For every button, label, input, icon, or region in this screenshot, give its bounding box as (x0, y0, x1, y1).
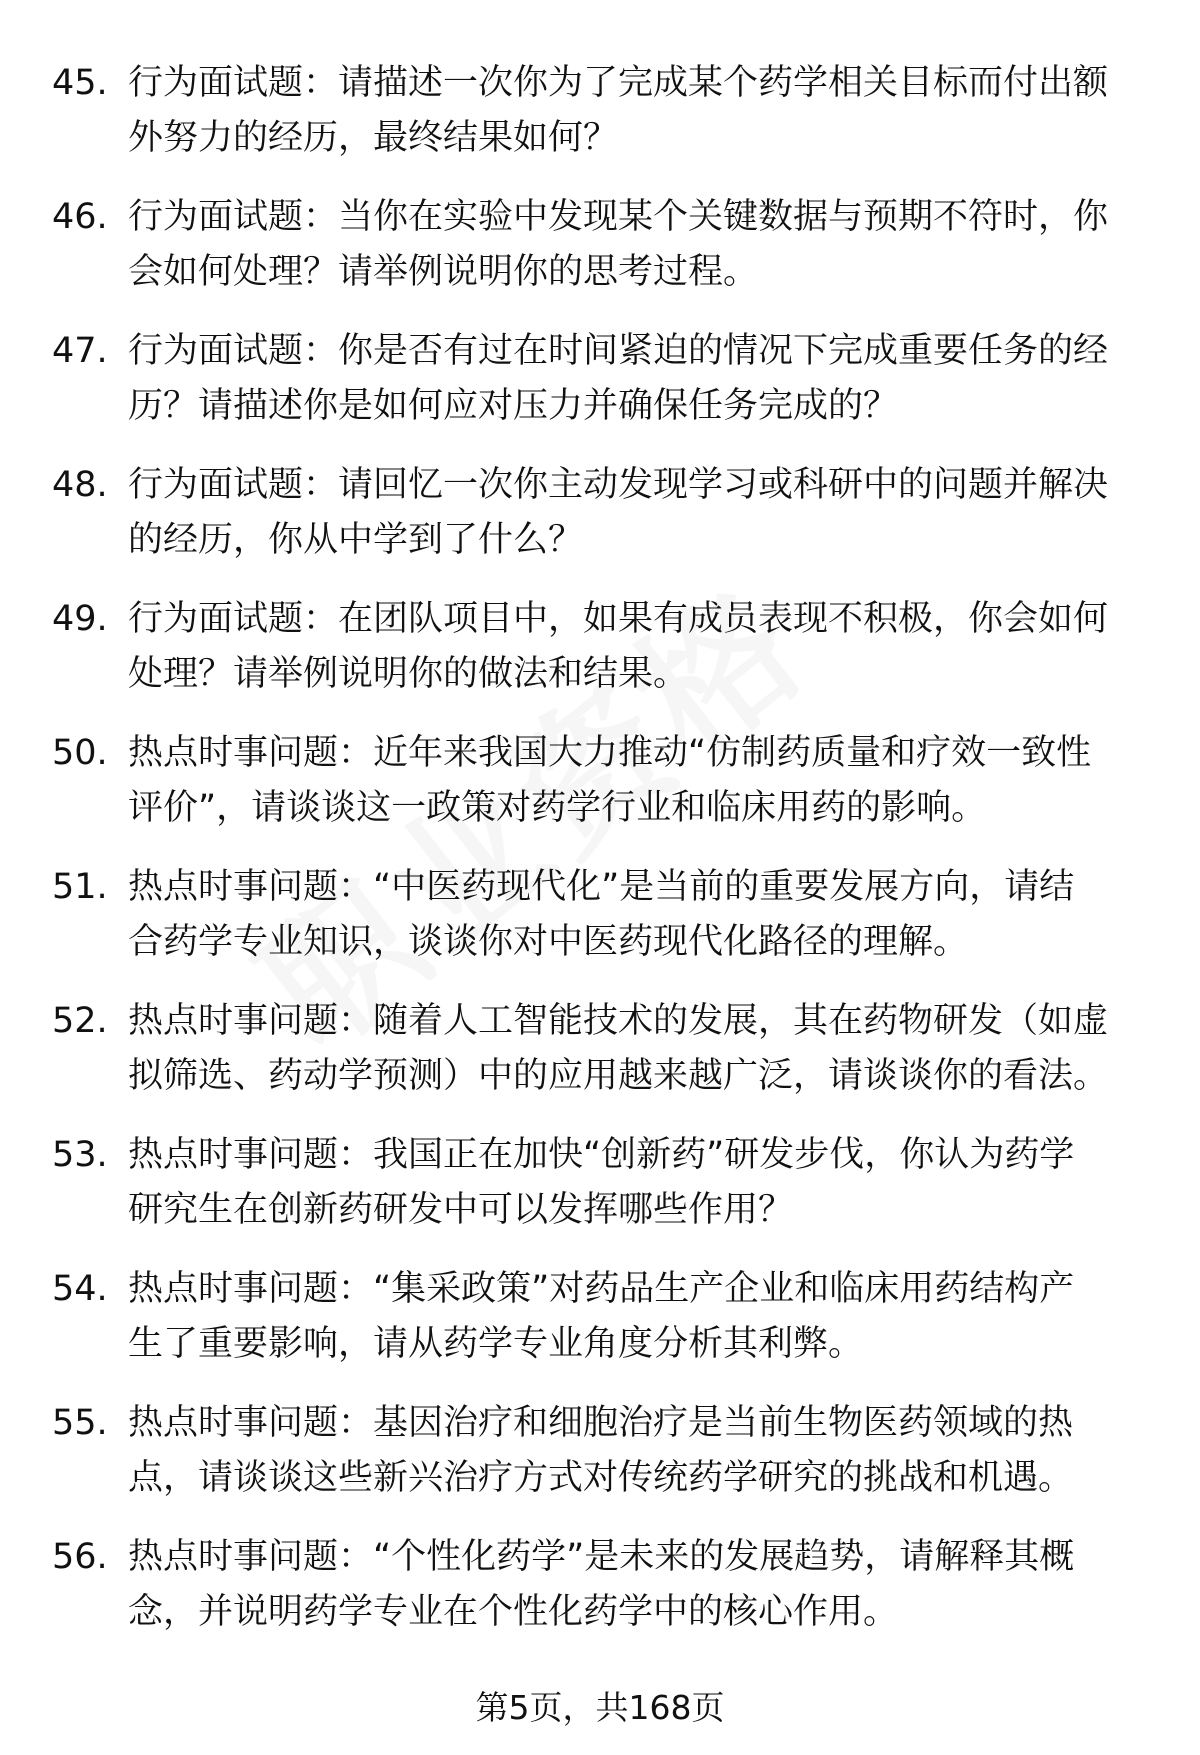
question-line: 热点时事问题：随着人工智能技术的发展，其在药物研发（如虚 (128, 1001, 1109, 1041)
question-item (0, 184, 1200, 318)
question-text (128, 860, 1140, 970)
question-text (128, 324, 1140, 434)
question-item (0, 1122, 1200, 1256)
question-line: 的经历，你从中学到了什么？ (128, 520, 584, 560)
question-line: 行为面试题：当你在实验中发现某个关键数据与预期不符时，你 (128, 197, 1109, 237)
question-text (128, 1396, 1140, 1506)
question-item (0, 988, 1200, 1122)
question-line: 热点时事问题：“集采政策”对药品生产企业和临床用药结构产 (128, 1269, 1075, 1309)
question-text (128, 190, 1140, 300)
question-line: 点，请谈谈这些新兴治疗方式对传统药学研究的挑战和机遇。 (128, 1458, 1074, 1498)
question-number: 49. (52, 599, 108, 639)
question-number: 54. (52, 1269, 108, 1309)
question-line: 研究生在创新药研发中可以发挥哪些作用？ (128, 1190, 794, 1230)
question-line: 行为面试题：你是否有过在时间紧迫的情况下完成重要任务的经 (128, 331, 1109, 371)
question-item (0, 318, 1200, 452)
question-line: 行为面试题：请回忆一次你主动发现学习或科研中的问题并解决 (128, 465, 1109, 505)
question-line: 行为面试题：在团队项目中，如果有成员表现不积极，你会如何 (128, 599, 1109, 639)
question-text (128, 56, 1140, 166)
question-line: 拟筛选、药动学预测）中的应用越来越广泛，请谈谈你的看法。 (128, 1056, 1109, 1096)
question-number: 51. (52, 867, 108, 907)
question-text (128, 1128, 1140, 1238)
question-line: 处理？请举例说明你的做法和结果。 (128, 654, 689, 694)
question-item (0, 720, 1200, 854)
page-footer: 第5页，共168页 (475, 1688, 725, 1727)
question-item (0, 1390, 1200, 1524)
question-item (0, 50, 1200, 184)
question-line: 热点时事问题：“中医药现代化”是当前的重要发展方向，请结 (128, 867, 1075, 907)
question-line: 热点时事问题：“个性化药学”是未来的发展趋势，请解释其概 (128, 1537, 1075, 1577)
question-line: 会如何处理？请举例说明你的思考过程。 (128, 252, 759, 292)
question-line: 热点时事问题：基因治疗和细胞治疗是当前生物医药领域的热 (128, 1403, 1074, 1443)
question-item (0, 452, 1200, 586)
question-text (128, 994, 1140, 1104)
question-text (128, 592, 1140, 702)
question-line: 历？请描述你是如何应对压力并确保任务完成的？ (128, 386, 899, 426)
question-line: 热点时事问题：近年来我国大力推动“仿制药质量和疗效一致性 (128, 733, 1092, 773)
question-text (128, 1530, 1140, 1640)
question-number: 46. (52, 197, 108, 237)
question-line: 评价”，请谈谈这一政策对药学行业和临床用药的影响。 (128, 788, 987, 828)
question-line: 合药学专业知识，谈谈你对中医药现代化路径的理解。 (128, 922, 969, 962)
question-number: 50. (52, 733, 108, 773)
question-line: 行为面试题：请描述一次你为了完成某个药学相关目标而付出额 (128, 63, 1109, 103)
question-text (128, 726, 1140, 836)
question-number: 48. (52, 465, 108, 505)
question-line: 生了重要影响，请从药学专业角度分析其利弊。 (128, 1324, 864, 1364)
question-number: 52. (52, 1001, 108, 1041)
question-list (0, 50, 1200, 1658)
question-number: 56. (52, 1537, 108, 1577)
question-line: 外努力的经历，最终结果如何？ (128, 118, 619, 158)
question-line: 热点时事问题：我国正在加快“创新药”研发步伐，你认为药学 (128, 1135, 1075, 1175)
question-item (0, 1256, 1200, 1390)
question-text (128, 458, 1140, 568)
question-line: 念，并说明药学专业在个性化药学中的核心作用。 (128, 1592, 899, 1632)
question-item (0, 586, 1200, 720)
question-item (0, 1524, 1200, 1658)
question-number: 55. (52, 1403, 108, 1443)
question-number: 47. (52, 331, 108, 371)
question-text (128, 1262, 1140, 1372)
question-number: 45. (52, 63, 108, 103)
question-item (0, 854, 1200, 988)
question-number: 53. (52, 1135, 108, 1175)
